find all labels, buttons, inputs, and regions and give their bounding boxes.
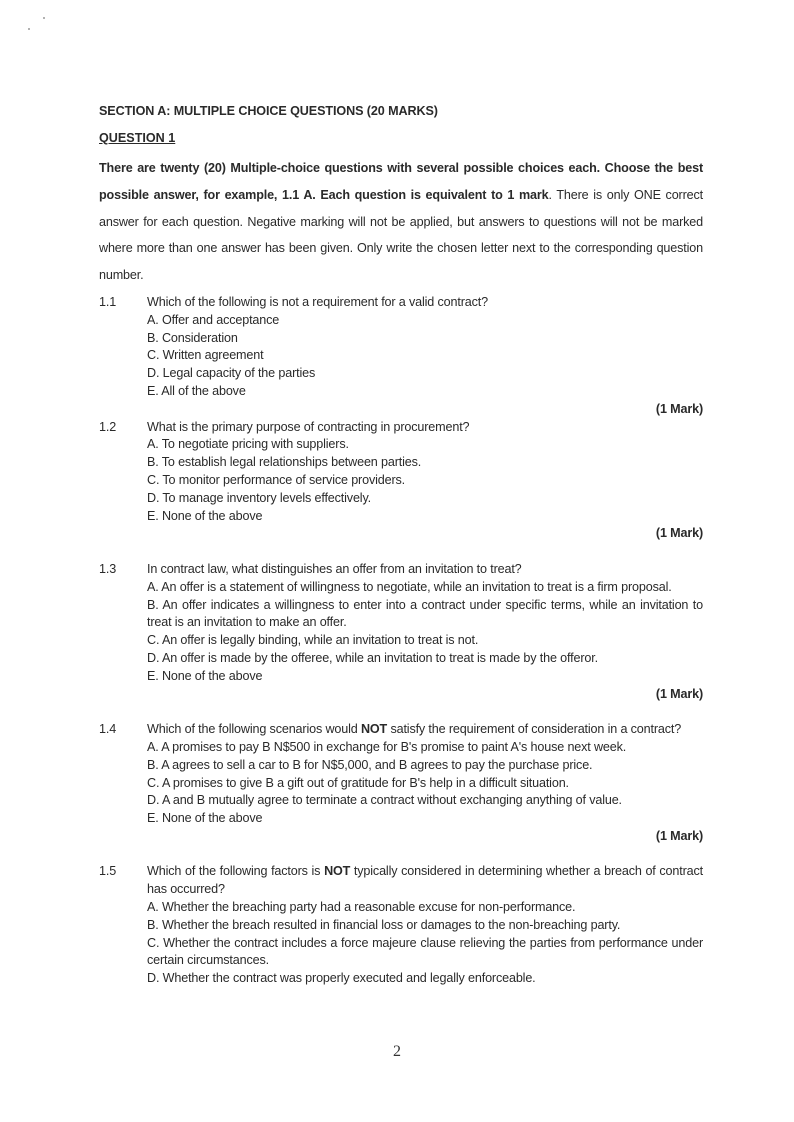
mark-label: (1 Mark) xyxy=(655,686,703,701)
spacer xyxy=(99,846,703,864)
option-d: D. Legal capacity of the parties xyxy=(147,366,316,381)
option-a: A. A promises to pay B N$500 in exchange for B's promise to paint A's house next week. xyxy=(147,739,627,754)
question-1-3 xyxy=(99,561,703,703)
section-title: SECTION A: MULTIPLE CHOICE QUESTIONS (20 MARKS) xyxy=(99,104,438,118)
option-c: C. An offer is legally binding, while an invitation to treat is not. xyxy=(147,633,479,648)
option-e: E. All of the above xyxy=(147,383,246,398)
option-b: B. Whether the breach resulted in financial loss or damages to the non-breaching party. xyxy=(147,917,621,932)
page-number: 2 xyxy=(393,1043,401,1060)
question-1-5 xyxy=(99,863,703,988)
option-d: D. A and B mutually agree to terminate a contract without exchanging anything of value. xyxy=(147,793,622,808)
option-a: A. To negotiate pricing with suppliers. xyxy=(147,437,349,452)
question-number: 1.4 xyxy=(99,722,117,737)
question-stem: Which of the following factors is NOT typically considered in determining whether a breach of contract has occurred? xyxy=(147,864,703,897)
option-b: B. Consideration xyxy=(147,330,238,345)
spacer xyxy=(99,703,703,721)
question-stem: Which of the following is not a requirement for a valid contract? xyxy=(147,294,488,309)
option-a: A. Whether the breaching party had a reasonable excuse for non-performance. xyxy=(147,900,576,915)
option-e: E. None of the above xyxy=(147,668,263,683)
instructions xyxy=(99,155,703,289)
option-d: D. To manage inventory levels effectively. xyxy=(147,490,372,505)
option-e: E. None of the above xyxy=(147,811,263,826)
option-c: C. To monitor performance of service providers. xyxy=(147,472,405,487)
question-stem: In contract law, what distinguishes an offer from an invitation to treat? xyxy=(147,561,522,576)
scan-speck xyxy=(43,17,45,19)
question-stem: What is the primary purpose of contracting in procurement? xyxy=(147,419,470,434)
emphasis-not: NOT xyxy=(324,864,351,879)
question-number: 1.1 xyxy=(99,294,117,309)
option-d: D. An offer is made by the offeree, while an invitation to treat is made by the offeror. xyxy=(147,650,598,665)
question-heading: QUESTION 1 xyxy=(99,131,176,145)
option-b: B. To establish legal relationships between parties. xyxy=(147,455,422,470)
question-1-2 xyxy=(99,419,703,544)
option-d: D. Whether the contract was properly executed and legally enforceable. xyxy=(147,971,536,986)
question-number: 1.5 xyxy=(99,864,117,879)
emphasis-not: NOT xyxy=(360,722,388,737)
question-stem: Which of the following scenarios would NOT satisfy the requirement of consideration in a contract? xyxy=(147,722,682,737)
option-a: A. An offer is a statement of willingness to negotiate, while an invitation to treat is a firm proposal. xyxy=(147,579,672,594)
question-number: 1.2 xyxy=(99,419,117,434)
spacer xyxy=(99,543,703,561)
option-c: C. A promises to give B a gift out of gratitude for B's help in a difficult situation. xyxy=(147,775,569,790)
exam-page xyxy=(99,102,703,988)
question-1-1 xyxy=(99,294,703,419)
option-c: C. Whether the contract includes a force majeure clause relieving the parties from performance under certain circumstances. xyxy=(147,935,703,968)
scan-speck xyxy=(28,28,30,30)
mark-label: (1 Mark) xyxy=(655,828,703,843)
option-e: E. None of the above xyxy=(147,508,263,523)
instructions-normal: . There is only ONE correct answer for each question. Negative marking will not be applied, but answers to questions will not be marked where more than one answer has been given. Only write the chosen letter next to the corresponding question number. xyxy=(99,187,703,283)
option-b: B. An offer indicates a willingness to enter into a contract under specific terms, while an invitation to treat is an invitation to make an offer. xyxy=(147,597,703,630)
option-a: A. Offer and acceptance xyxy=(147,312,280,327)
question-1-4 xyxy=(99,721,703,846)
mark-label: (1 Mark) xyxy=(655,526,703,541)
option-c: C. Written agreement xyxy=(147,348,264,363)
question-number: 1.3 xyxy=(99,561,117,576)
option-b: B. A agrees to sell a car to B for N$5,000, and B agrees to pay the purchase price. xyxy=(147,757,593,772)
instructions-bold: There are twenty (20) Multiple-choice questions with several possible choices each. Choose the best possible answer, for example, 1.1 A. Each question is equivalent to 1 mark xyxy=(99,161,703,202)
mark-label: (1 Mark) xyxy=(655,401,703,416)
